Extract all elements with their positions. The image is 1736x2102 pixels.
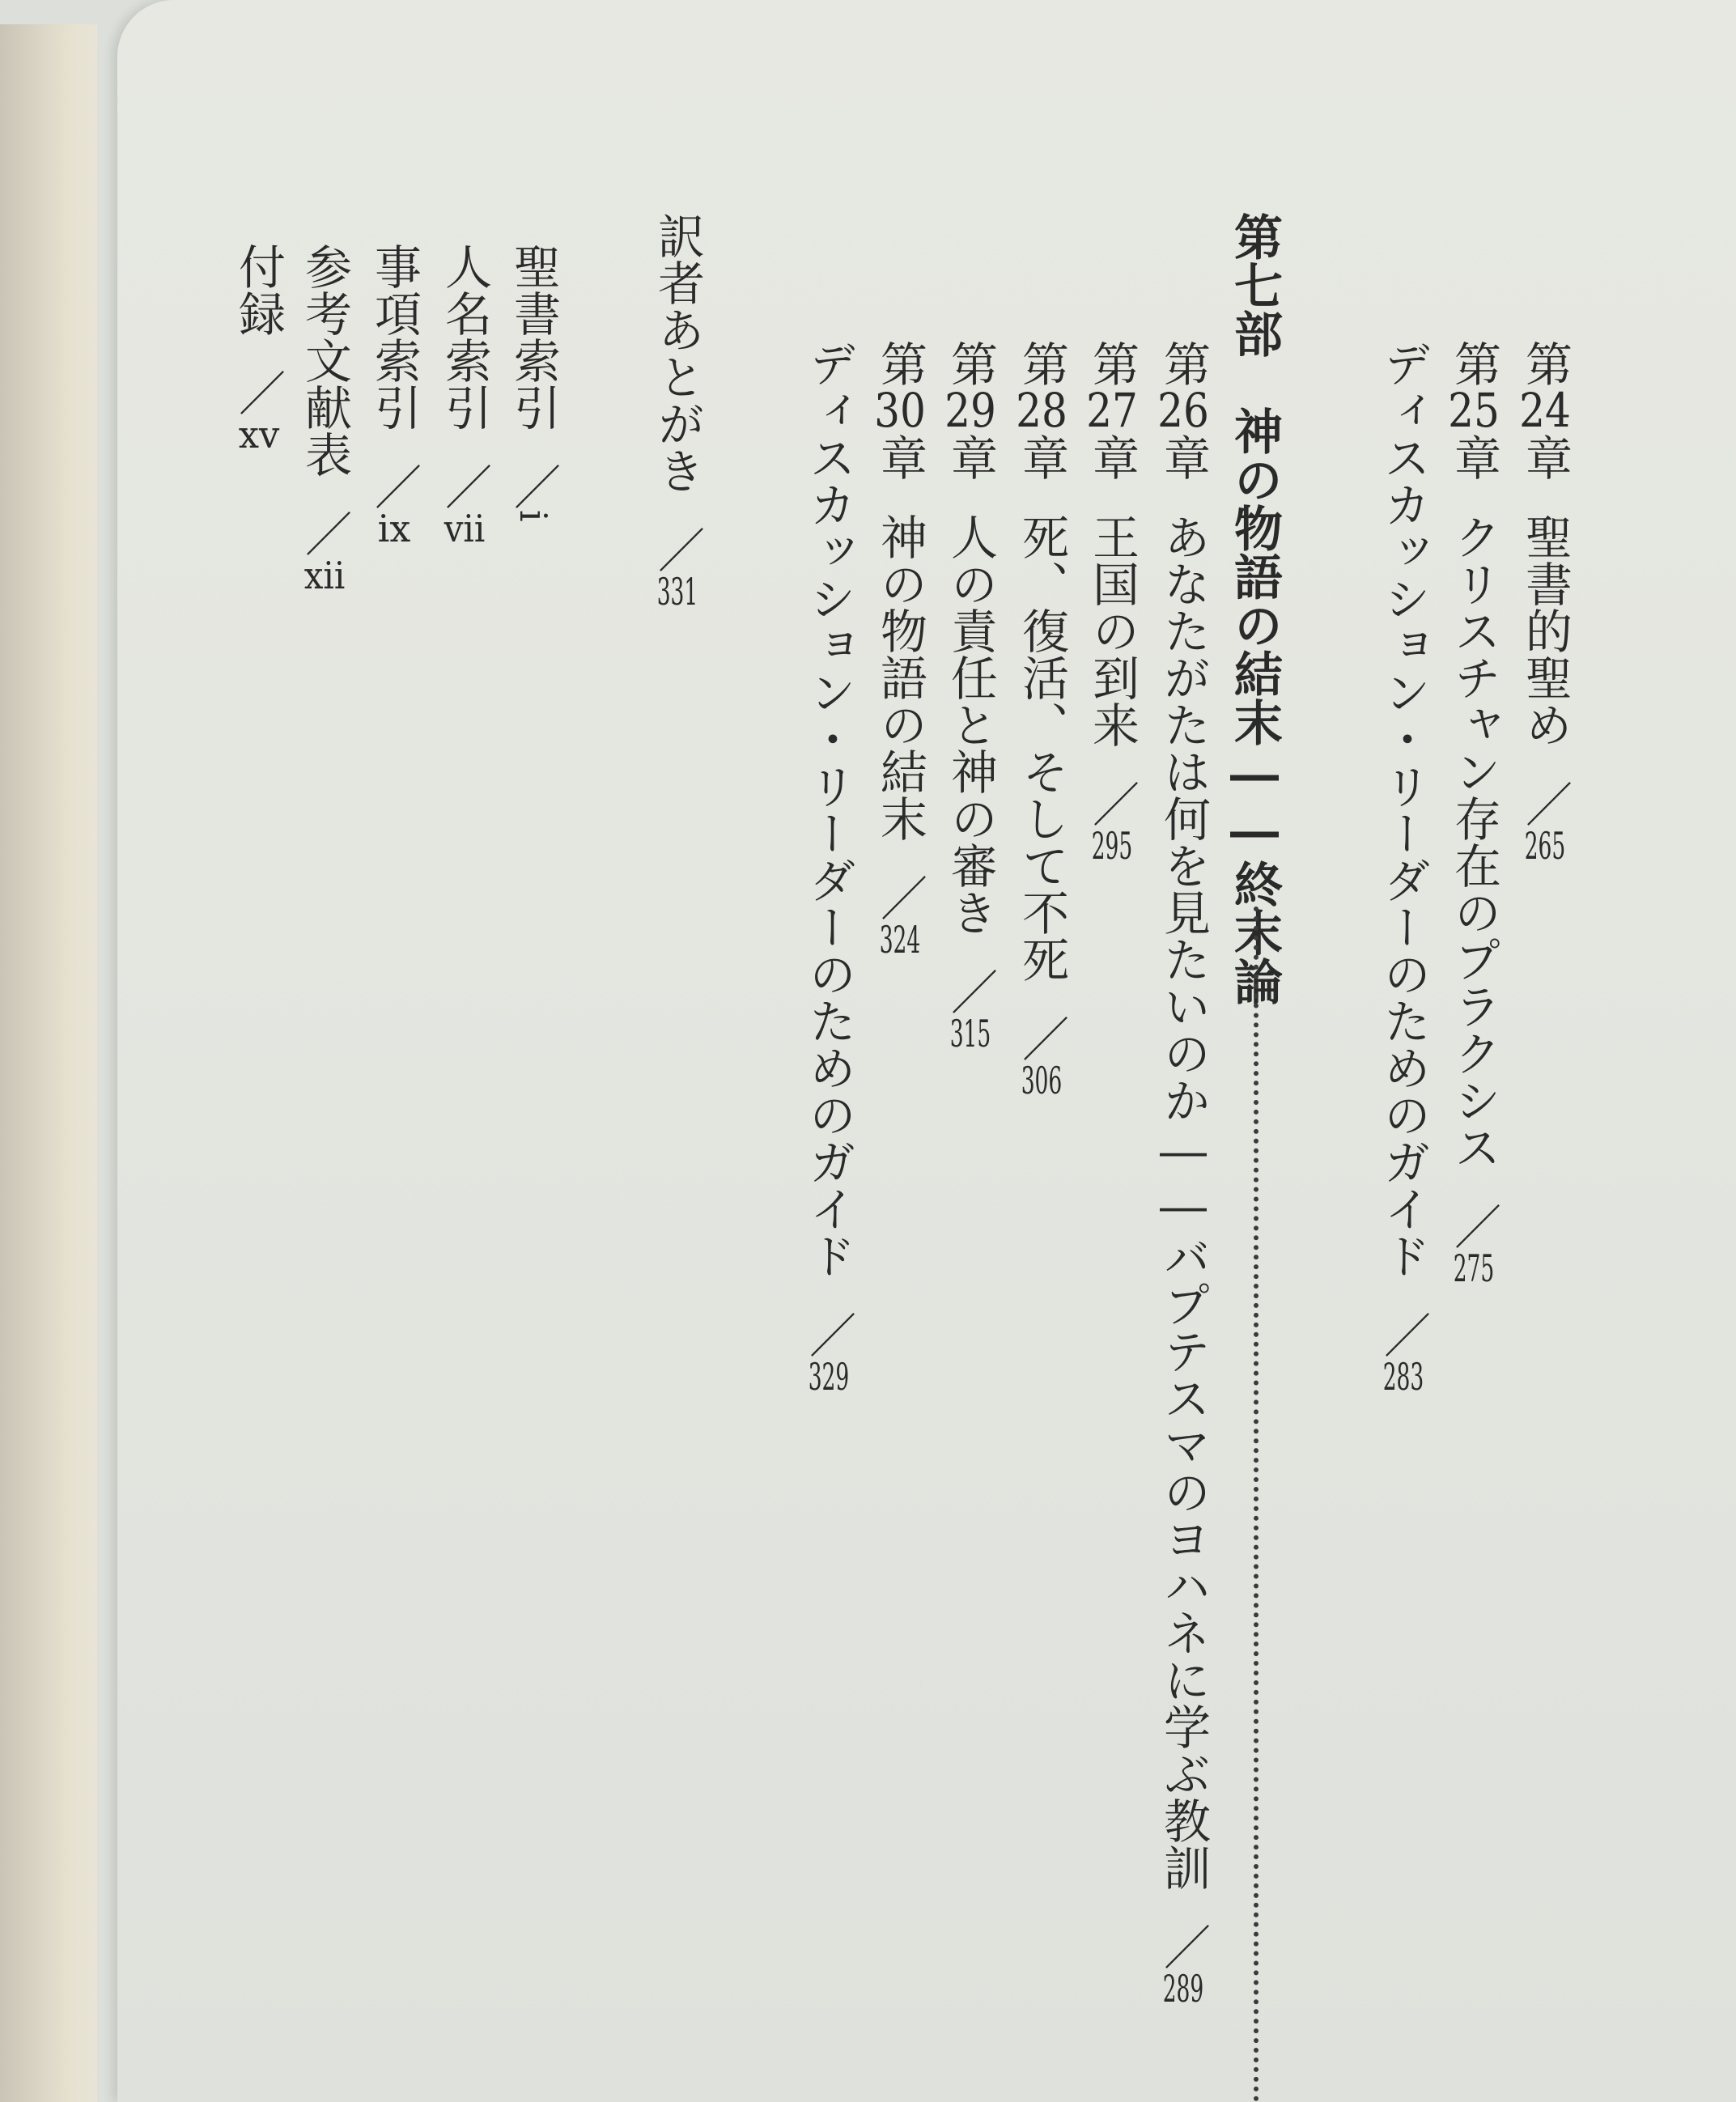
separator: ／	[437, 463, 492, 510]
separator: ／	[506, 463, 561, 510]
page-number: 295	[1091, 827, 1133, 864]
separator: ／	[1084, 780, 1140, 827]
toc-entry-appendix	[231, 243, 286, 453]
separator: ／	[1156, 1923, 1211, 1970]
separator: ／	[1517, 780, 1573, 827]
page-number: xii	[303, 557, 346, 594]
chapter-title: 人の責任と神の審き	[943, 513, 998, 936]
entry-title: 参考文献表	[297, 243, 352, 478]
page-number: xv	[238, 416, 280, 453]
entry-title: ディスカッション・リーダーのためのガイド	[801, 340, 856, 1279]
toc-entry-ch27	[1084, 340, 1140, 864]
toc-entry-bibliography	[297, 243, 352, 594]
chapter-label: 第	[1517, 340, 1573, 387]
page-number: 289	[1162, 1970, 1204, 2007]
entry-title: 訳者あとがき	[650, 212, 705, 494]
separator: ／	[801, 1311, 856, 1358]
page-number: 283	[1382, 1358, 1424, 1395]
toc-entry-ch28	[1014, 340, 1069, 1099]
toc-entry-index-subjects	[367, 243, 422, 547]
entry-title: 付録	[231, 243, 286, 337]
chapter-suffix: 章	[943, 434, 998, 481]
chapter-number: 29	[944, 387, 996, 434]
toc-entry-index-names	[437, 243, 492, 547]
page-number: 315	[949, 1015, 991, 1052]
chapter-suffix: 章	[1014, 434, 1069, 481]
separator: ／	[231, 369, 286, 416]
chapter-label: 第	[943, 340, 998, 387]
chapter-suffix: 章	[1517, 434, 1573, 481]
chapter-number: 25	[1448, 387, 1500, 434]
separator: ／	[650, 526, 705, 573]
chapter-suffix: 章	[1084, 434, 1140, 481]
toc-entry-guide-2	[801, 340, 856, 1395]
chapter-title: 神の物語の結末	[872, 513, 927, 842]
separator: ／	[297, 510, 352, 557]
part-heading: 第七部 神の物語の結末――終末論	[1226, 212, 1283, 1005]
page-number: 306	[1021, 1062, 1063, 1099]
toc-entry-ch26	[1156, 340, 1211, 2007]
chapter-label: 第	[1446, 340, 1501, 387]
chapter-suffix: 章	[1156, 434, 1211, 481]
separator: ／	[1014, 1015, 1069, 1062]
chapter-title: 王国の到来	[1084, 513, 1140, 748]
toc-entry-index-bible	[506, 243, 561, 520]
page-number: 275	[1453, 1250, 1495, 1287]
page-number: i	[511, 510, 555, 520]
separator: ／	[943, 968, 998, 1015]
adjacent-page-edge	[0, 24, 97, 2102]
chapter-title: 死、復活、そして不死	[1014, 513, 1069, 983]
dotted-leader	[1254, 907, 1258, 2102]
toc-entry-guide-1	[1376, 340, 1431, 1395]
entry-title: 事項索引	[367, 243, 422, 431]
chapter-label: 第	[872, 340, 927, 387]
entry-title: 人名索引	[437, 243, 492, 431]
chapter-label: 第	[1084, 340, 1140, 387]
chapter-label: 第	[1014, 340, 1069, 387]
chapter-number: 27	[1086, 387, 1138, 434]
toc-entry-ch29	[943, 340, 998, 1052]
chapter-number: 30	[874, 387, 926, 434]
toc-entry-ch24	[1517, 340, 1573, 864]
page-number: 324	[879, 921, 921, 958]
page-number: 329	[808, 1358, 850, 1395]
chapter-suffix: 章	[1446, 434, 1501, 481]
chapter-number: 28	[1016, 387, 1067, 434]
toc-entry-ch25	[1446, 340, 1501, 1287]
toc-entry-afterword	[650, 212, 705, 610]
chapter-suffix: 章	[872, 434, 927, 481]
page-number: 331	[656, 573, 698, 610]
chapter-title: 聖書的聖め	[1517, 513, 1573, 748]
chapter-number: 26	[1157, 387, 1209, 434]
separator: ／	[1446, 1203, 1501, 1250]
entry-title: ディスカッション・リーダーのためのガイド	[1376, 340, 1431, 1279]
chapter-number: 24	[1519, 387, 1571, 434]
entry-title: 聖書索引	[506, 243, 561, 431]
chapter-title: クリスチャン存在のプラクシス	[1446, 513, 1501, 1170]
page-number: vii	[444, 510, 486, 547]
page-number: 265	[1524, 827, 1566, 864]
page-number: ix	[377, 510, 411, 547]
separator: ／	[872, 874, 927, 921]
separator: ／	[367, 463, 422, 510]
chapter-title: あなたがたは何を見たいのか――バプテスマのヨハネに学ぶ教訓	[1156, 513, 1211, 1891]
toc-entry-ch30	[872, 340, 927, 958]
separator: ／	[1376, 1311, 1431, 1358]
chapter-label: 第	[1156, 340, 1211, 387]
